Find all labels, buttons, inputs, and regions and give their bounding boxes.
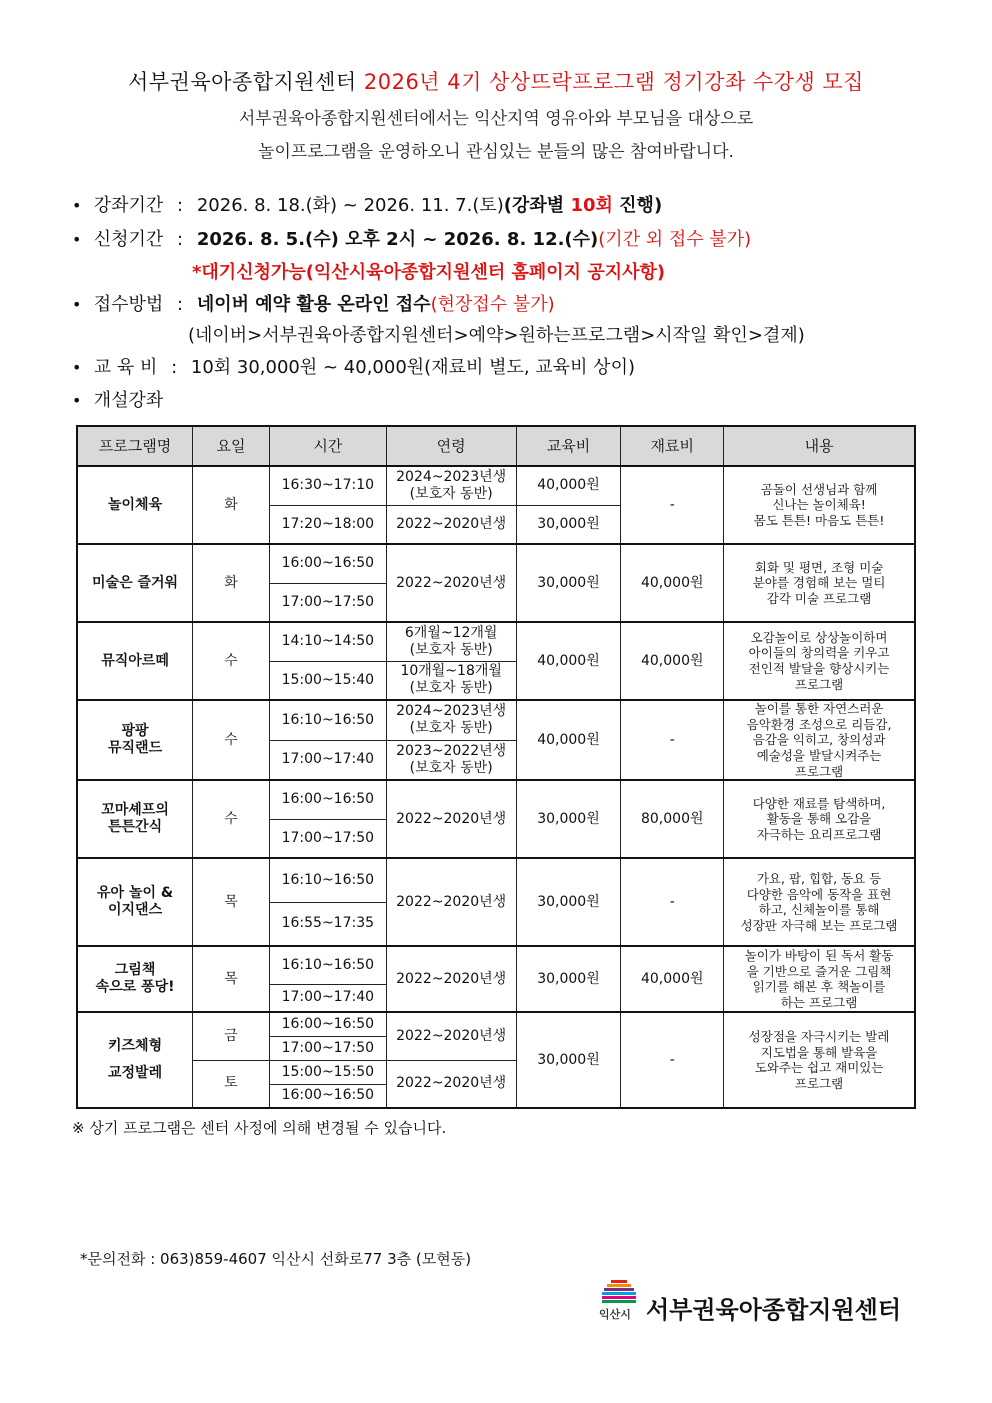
table-row — [77, 946, 915, 984]
info-period — [72, 191, 662, 217]
desc-line: 다양한 음악에 동작을 표현 — [746, 886, 892, 902]
header-fee: 교육비 — [516, 426, 621, 466]
contact-info: *문의전화 : 063)859-4607 익산시 선화로77 3층 (모현동) — [80, 1250, 472, 1268]
program-time: 17:20~18:00 — [269, 505, 386, 544]
age-line: 2024~2023년생 — [396, 468, 507, 485]
iksan-city-logo — [598, 1278, 640, 1326]
program-day: 화 — [193, 466, 270, 544]
desc-line: 지도법을 통해 발육을 — [760, 1044, 878, 1060]
program-time: 16:10~16:50 — [269, 700, 386, 740]
program-age: 2022~2020년생 — [386, 544, 516, 622]
program-day: 수 — [193, 700, 270, 780]
program-day: 목 — [193, 946, 270, 1012]
program-day: 화 — [193, 544, 270, 622]
program-time: 17:00~17:50 — [269, 819, 386, 858]
program-material: - — [621, 1012, 724, 1108]
apply-value: 2026. 8. 5.(수) 오후 2시 ~ 2026. 8. 12.(수) — [196, 229, 599, 250]
period-sep: : — [177, 195, 184, 216]
desc-line: 자극하는 요리프로그램 — [756, 826, 882, 842]
program-day: 토 — [193, 1060, 270, 1108]
header-age: 연령 — [386, 426, 516, 466]
program-age: 2022~2020년생 — [386, 1060, 516, 1108]
program-age — [386, 622, 516, 661]
age-line: (보호자 동반) — [409, 485, 493, 502]
apply-note: *대기신청가능(익산시육아종합지원센터 홈페이지 공지사항) — [192, 262, 666, 283]
program-age: 2022~2020년생 — [386, 858, 516, 946]
age-line: (보호자 동반) — [409, 641, 493, 658]
program-name: 놀이체육 — [77, 466, 193, 544]
program-material: 40,000원 — [621, 544, 724, 622]
fee-value: 10회 30,000원 ~ 40,000원(재료비 별도, 교육비 상이) — [190, 357, 635, 378]
program-time: 16:10~16:50 — [269, 946, 386, 984]
age-line: 2024~2023년생 — [396, 703, 507, 720]
name-line: 튼튼간식 — [108, 819, 163, 836]
program-time: 16:00~16:50 — [269, 1084, 386, 1108]
program-age — [386, 466, 516, 505]
desc-line: 음악환경 조성으로 리듬감, — [746, 716, 892, 732]
program-time: 14:10~14:50 — [269, 622, 386, 661]
program-material: - — [621, 700, 724, 780]
desc-line: 다양한 재료를 탐색하며, — [752, 795, 886, 811]
period-extra-count: 10회 — [570, 195, 613, 216]
program-material: 40,000원 — [621, 622, 724, 700]
title-org: 서부권육아종합지원센터 — [128, 70, 357, 94]
age-line: (보호자 동반) — [409, 759, 493, 776]
program-name: 미술은 즐거워 — [77, 544, 193, 622]
course-table — [76, 425, 916, 1109]
program-time: 16:10~16:50 — [269, 858, 386, 902]
name-line: 뮤직랜드 — [108, 740, 163, 757]
program-fee: 30,000원 — [516, 858, 621, 946]
desc-line: 분야를 경험해 보는 멀티 — [752, 575, 886, 591]
period-extra-post: 진행) — [612, 195, 663, 216]
program-age — [386, 700, 516, 740]
name-line: 꼬마셰프의 — [101, 802, 169, 819]
age-line: 2023~2022년생 — [396, 743, 507, 760]
program-time: 16:55~17:35 — [269, 902, 386, 946]
program-material: 40,000원 — [621, 946, 724, 1012]
table-row — [77, 700, 915, 740]
table-row — [77, 780, 915, 819]
program-time: 16:30~17:10 — [269, 466, 386, 505]
apply-label: 신청기간 — [93, 229, 164, 250]
program-day: 수 — [193, 622, 270, 700]
age-line: 6개월~12개월 — [404, 624, 498, 641]
age-line: 10개월~18개월 — [400, 663, 502, 680]
desc-line: 활동을 통해 오감을 — [766, 811, 872, 827]
program-desc — [724, 622, 915, 700]
desc-line: 아이들의 창의력을 키우고 — [748, 645, 890, 661]
desc-line: 전인적 발달을 향상시키는 — [748, 661, 890, 676]
program-name — [77, 858, 193, 946]
apply-extra: (기간 외 접수 불가) — [598, 229, 752, 250]
program-time: 15:00~15:50 — [269, 1060, 386, 1084]
program-time: 17:00~17:40 — [269, 740, 386, 780]
program-age — [386, 740, 516, 780]
period-value: 2026. 8. 18.(화) ~ 2026. 11. 7.(토) — [196, 195, 504, 216]
page-title — [0, 66, 992, 96]
logo-text: 익산시 — [599, 1308, 631, 1321]
program-desc — [724, 946, 915, 1012]
program-name — [77, 700, 193, 780]
method-sep: : — [177, 294, 184, 315]
bullet-dot-icon: • — [72, 391, 82, 410]
desc-line: 음감을 익히고, 창의성과 — [752, 732, 886, 748]
footer-org-name: 서부권육아종합지원센터 — [646, 1295, 902, 1324]
bullet-dot-icon: • — [72, 358, 82, 377]
desc-line: 놀이가 바탕이 된 독서 활동 — [744, 947, 894, 963]
program-name — [77, 780, 193, 858]
program-fee: 30,000원 — [516, 544, 621, 622]
name-line: 키즈체형 — [108, 1038, 163, 1055]
desc-line: 오감놀이로 상상놀이하며 — [750, 629, 888, 645]
desc-line: 놀이를 통한 자연스러운 — [754, 701, 884, 716]
table-row — [77, 466, 915, 505]
name-line: 팡팡 — [121, 723, 149, 740]
period-label: 강좌기간 — [93, 195, 164, 216]
program-material: - — [621, 858, 724, 946]
change-notice: ※ 상기 프로그램은 센터 사정에 의해 변경될 수 있습니다. — [72, 1119, 447, 1137]
program-age: 2022~2020년생 — [386, 1012, 516, 1060]
desc-line: 프로그램 — [794, 676, 844, 692]
apply-sep: : — [177, 229, 184, 250]
info-courses — [72, 386, 163, 412]
program-day: 수 — [193, 780, 270, 858]
program-name — [77, 946, 193, 1012]
desc-line: 감각 미술 프로그램 — [766, 590, 872, 606]
fee-label: 교 육 비 — [93, 357, 158, 378]
program-day: 목 — [193, 858, 270, 946]
program-desc — [724, 466, 915, 544]
program-name — [77, 1012, 193, 1108]
program-time: 16:00~16:50 — [269, 780, 386, 819]
program-material: 80,000원 — [621, 780, 724, 858]
fee-sep: : — [171, 357, 178, 378]
program-material: - — [621, 466, 724, 544]
age-line: (보호자 동반) — [409, 680, 493, 697]
name-line: 유아 놀이 & — [97, 885, 174, 902]
desc-line: 몸도 튼튼! 마음도 튼튼! — [753, 512, 885, 528]
table-row — [77, 858, 915, 902]
program-time: 16:00~16:50 — [269, 544, 386, 583]
desc-line: 가요, 팝, 힙합, 동요 등 — [756, 870, 882, 886]
method-value: 네이버 예약 활용 온라인 접수 — [196, 294, 431, 315]
desc-line: 도와주는 쉽고 재미있는 — [754, 1060, 884, 1076]
method-label: 접수방법 — [93, 294, 164, 315]
program-age: 2022~2020년생 — [386, 505, 516, 544]
header-day: 요일 — [193, 426, 270, 466]
header-program: 프로그램명 — [77, 426, 193, 466]
desc-line: 프로그램 — [794, 763, 844, 779]
info-method — [72, 290, 555, 316]
header-material: 재료비 — [621, 426, 724, 466]
bullet-dot-icon: • — [72, 295, 82, 314]
desc-line: 을 기반으로 즐거운 그림책 — [746, 963, 892, 979]
info-apply — [72, 225, 751, 251]
name-line: 이지댄스 — [108, 902, 163, 919]
program-fee: 40,000원 — [516, 466, 621, 505]
program-fee: 40,000원 — [516, 622, 621, 700]
header-content: 내용 — [724, 426, 915, 466]
desc-line: 성장판 자극해 보는 프로그램 — [740, 917, 898, 933]
program-fee: 30,000원 — [516, 780, 621, 858]
bullet-dot-icon: • — [72, 230, 82, 249]
title-highlight: 2026년 4기 상상뜨락프로그램 정기강좌 수강생 모집 — [363, 70, 864, 94]
program-time: 17:00~17:40 — [269, 984, 386, 1012]
program-desc — [724, 1012, 915, 1108]
program-time: 16:00~16:50 — [269, 1012, 386, 1036]
name-line: 속으로 퐁당! — [95, 979, 175, 996]
table-row — [77, 544, 915, 583]
desc-line: 프로그램 — [794, 1075, 844, 1091]
desc-line: 성장점을 자극시키는 발레 — [748, 1028, 890, 1044]
program-time: 17:00~17:50 — [269, 583, 386, 622]
desc-line: 신나는 놀이체육! — [772, 497, 866, 513]
method-extra: (현장접수 불가) — [430, 294, 555, 315]
bullet-dot-icon: • — [72, 196, 82, 215]
period-extra-pre: (강좌별 — [503, 195, 571, 216]
method-path: (네이버>서부권육아종합지원센터>예약>원하는프로그램>시작일 확인>결제) — [188, 325, 805, 346]
desc-line: 곰돌이 선생님과 함께 — [760, 481, 878, 497]
header-time: 시간 — [269, 426, 386, 466]
desc-line: 하고, 신체놀이를 통해 — [758, 902, 880, 918]
program-fee: 30,000원 — [516, 946, 621, 1012]
info-fee — [72, 353, 635, 379]
table-header-row — [77, 426, 915, 466]
intro-line-2: 놀이프로그램을 운영하오니 관심있는 분들의 많은 참여바랍니다. — [258, 142, 734, 162]
program-age: 2022~2020년생 — [386, 946, 516, 1012]
program-age — [386, 661, 516, 700]
program-day: 금 — [193, 1012, 270, 1060]
desc-line: 예술성을 발달시켜주는 — [756, 747, 882, 763]
program-time: 15:00~15:40 — [269, 661, 386, 700]
intro-line-1: 서부권육아종합지원센터에서는 익산지역 영유아와 부모님을 대상으로 — [238, 109, 754, 129]
courses-label: 개설강좌 — [93, 390, 164, 411]
program-desc — [724, 780, 915, 858]
program-desc — [724, 858, 915, 946]
program-desc — [724, 700, 915, 780]
age-line: (보호자 동반) — [409, 720, 493, 737]
name-line: 교정발레 — [108, 1065, 163, 1082]
table-row — [77, 1012, 915, 1036]
desc-line: 하는 프로그램 — [780, 994, 858, 1010]
desc-line: 회화 및 평면, 조형 미술 — [754, 559, 884, 575]
table-row — [77, 622, 915, 661]
program-desc — [724, 544, 915, 622]
program-fee: 40,000원 — [516, 700, 621, 780]
name-line: 그림책 — [114, 962, 156, 979]
program-fee: 30,000원 — [516, 1012, 621, 1108]
program-age: 2022~2020년생 — [386, 780, 516, 858]
program-name: 뮤직아르떼 — [77, 622, 193, 700]
program-time: 17:00~17:50 — [269, 1036, 386, 1060]
desc-line: 읽기를 해본 후 책놀이를 — [752, 979, 886, 995]
program-fee: 30,000원 — [516, 505, 621, 544]
